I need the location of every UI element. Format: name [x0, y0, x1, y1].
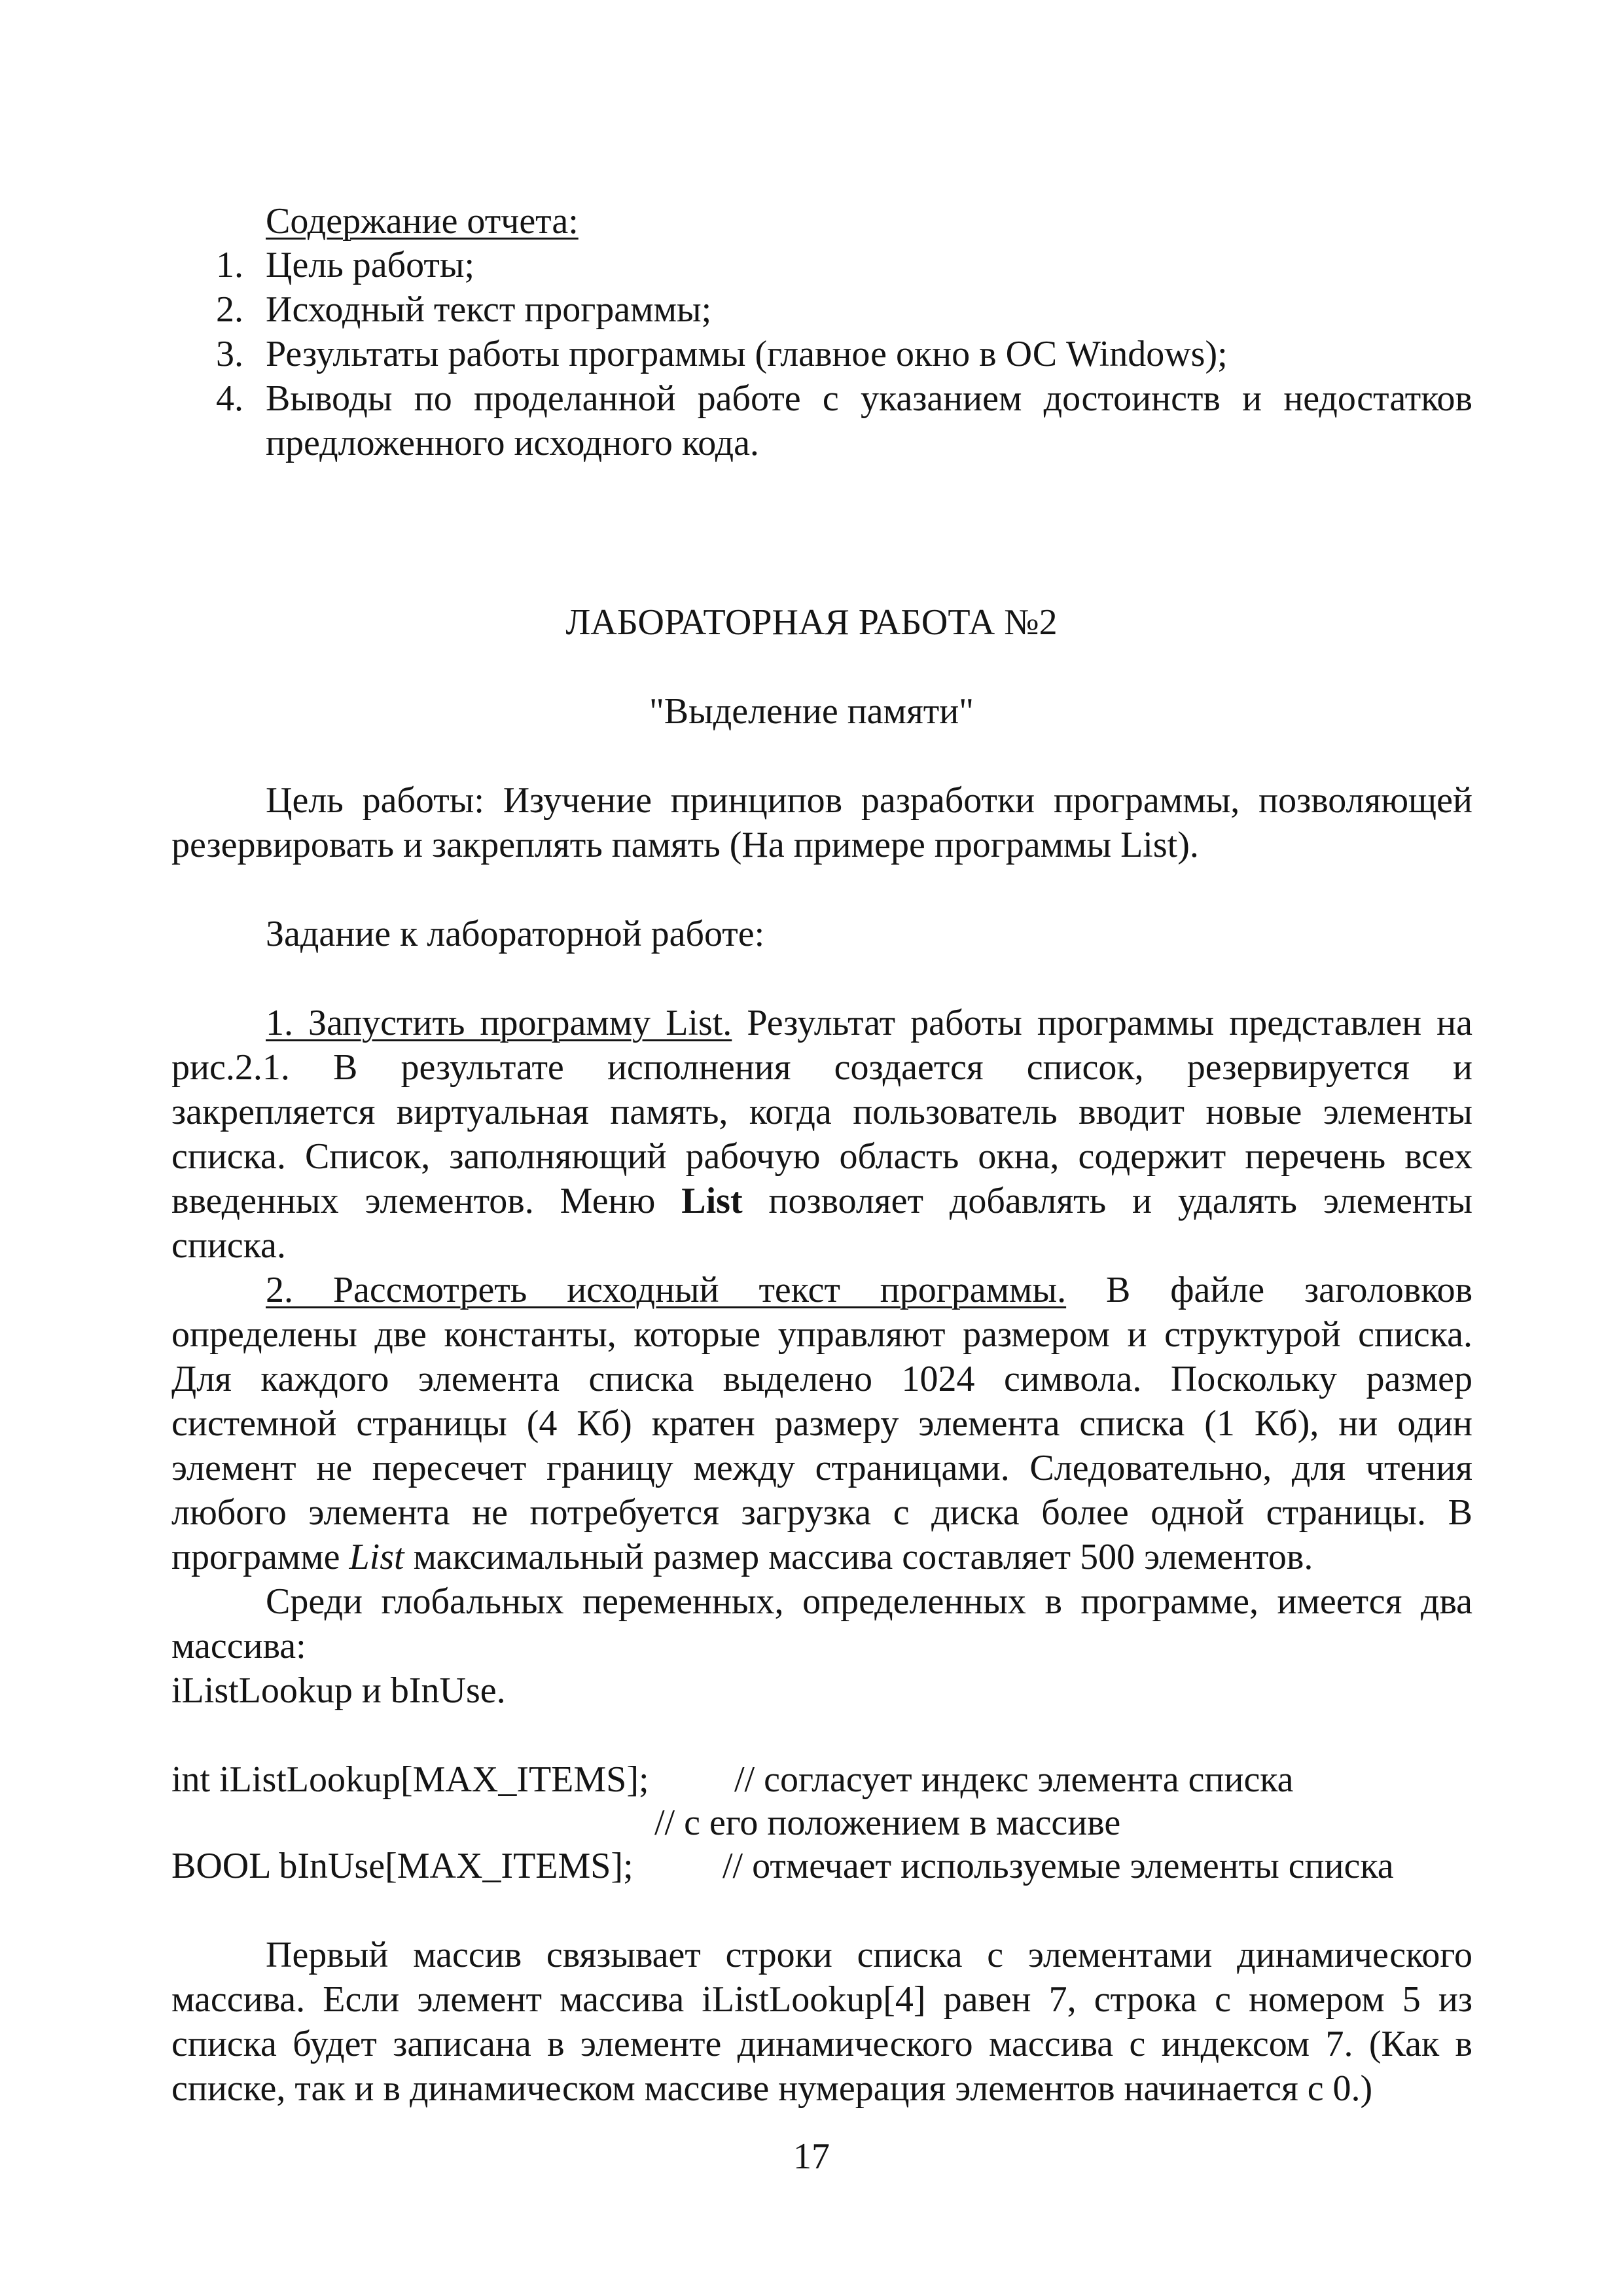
step1-line: списка. Список, заполняющий рабочую область окна, содержит перечень всех	[171, 1136, 1472, 1177]
list-item-continuation: предложенного исходного кода.	[266, 423, 759, 463]
lab-title: ЛАБОРАТОРНАЯ РАБОТА №2	[565, 602, 1058, 643]
task-heading: Задание к лабораторной работе:	[266, 914, 765, 954]
final-line: массива. Если элемент массива iListLookup[4] равен 7, строка с номером 5 из	[171, 1979, 1472, 2020]
step2-line: системной страницы (4 Кб) кратен размеру элемента списка (1 Кб), ни один	[171, 1403, 1472, 1444]
globals-line: iListLookup и bInUse.	[171, 1670, 506, 1711]
code-comment: // с его положением в массиве	[654, 1803, 1121, 1843]
code-declaration: int iListLookup[MAX_ITEMS];	[171, 1759, 649, 1800]
list-number: 1.	[216, 245, 243, 285]
step2-line: любого элемента не потребуется загрузка с диска более одной страницы. В	[171, 1492, 1472, 1533]
final-line: Первый массив связывает строки списка с элементами динамического	[266, 1935, 1472, 1975]
step1-heading: 1. Запустить программу List.	[266, 1003, 732, 1043]
code-comment: // отмечает используемые элементы списка	[722, 1846, 1394, 1886]
list-number: 4.	[216, 378, 243, 419]
goal-line: резервировать и закреплять память (На примере программы List).	[171, 825, 1199, 865]
list-item: Исходный текст программы;	[266, 289, 712, 330]
step2-line: Для каждого элемента списка выделено 1024 символа. Поскольку размер	[171, 1359, 1472, 1399]
step1-line: закрепляется виртуальная память, когда пользователь вводит новые элементы	[171, 1092, 1472, 1132]
list-item: Цель работы;	[266, 245, 475, 285]
list-item: Выводы по проделанной работе с указанием достоинств и недостатков	[266, 378, 1472, 419]
final-line: списке, так и в динамическом массиве нумерация элементов начинается с 0.)	[171, 2068, 1373, 2109]
code-comment: // согласует индекс элемента списка	[734, 1759, 1294, 1800]
page-number: 17	[793, 2136, 830, 2177]
report-heading: Содержание отчета:	[266, 201, 579, 242]
step1-line: рис.2.1. В результате исполнения создается список, резервируется и	[171, 1047, 1472, 1088]
program-name-list: List	[349, 1537, 404, 1577]
step1-line: списка.	[171, 1225, 286, 1266]
globals-line: массива:	[171, 1626, 306, 1666]
lab-subtitle: "Выделение памяти"	[649, 691, 974, 732]
step1-line: 1. Запустить программу List. Результат работы программы представлен на	[266, 1003, 1472, 1043]
globals-line: Среди глобальных переменных, определенных в программе, имеется два	[266, 1581, 1472, 1622]
step1-line: введенных элементов. Меню List позволяет добавлять и удалять элементы	[171, 1181, 1472, 1221]
step2-line: программе List максимальный размер массива составляет 500 элементов.	[171, 1537, 1313, 1577]
list-number: 2.	[216, 289, 243, 330]
step2-line: элемент не пересечет границу между страницами. Следовательно, для чтения	[171, 1448, 1472, 1488]
menu-name-list: List	[681, 1181, 743, 1221]
step2-line: 2. Рассмотреть исходный текст программы. В файле заголовков	[266, 1270, 1473, 1310]
list-number: 3.	[216, 334, 243, 374]
step2-line: определены две константы, которые управляют размером и структурой списка.	[171, 1314, 1472, 1355]
final-line: списка будет записана в элементе динамического массива с индексом 7. (Как в	[171, 2024, 1472, 2064]
code-declaration: BOOL bInUse[MAX_ITEMS];	[171, 1846, 633, 1886]
list-item: Результаты работы программы (главное окно в ОС Windows);	[266, 334, 1228, 374]
step2-heading: 2. Рассмотреть исходный текст программы.	[266, 1270, 1067, 1310]
goal-line: Цель работы: Изучение принципов разработки программы, позволяющей	[266, 780, 1472, 821]
